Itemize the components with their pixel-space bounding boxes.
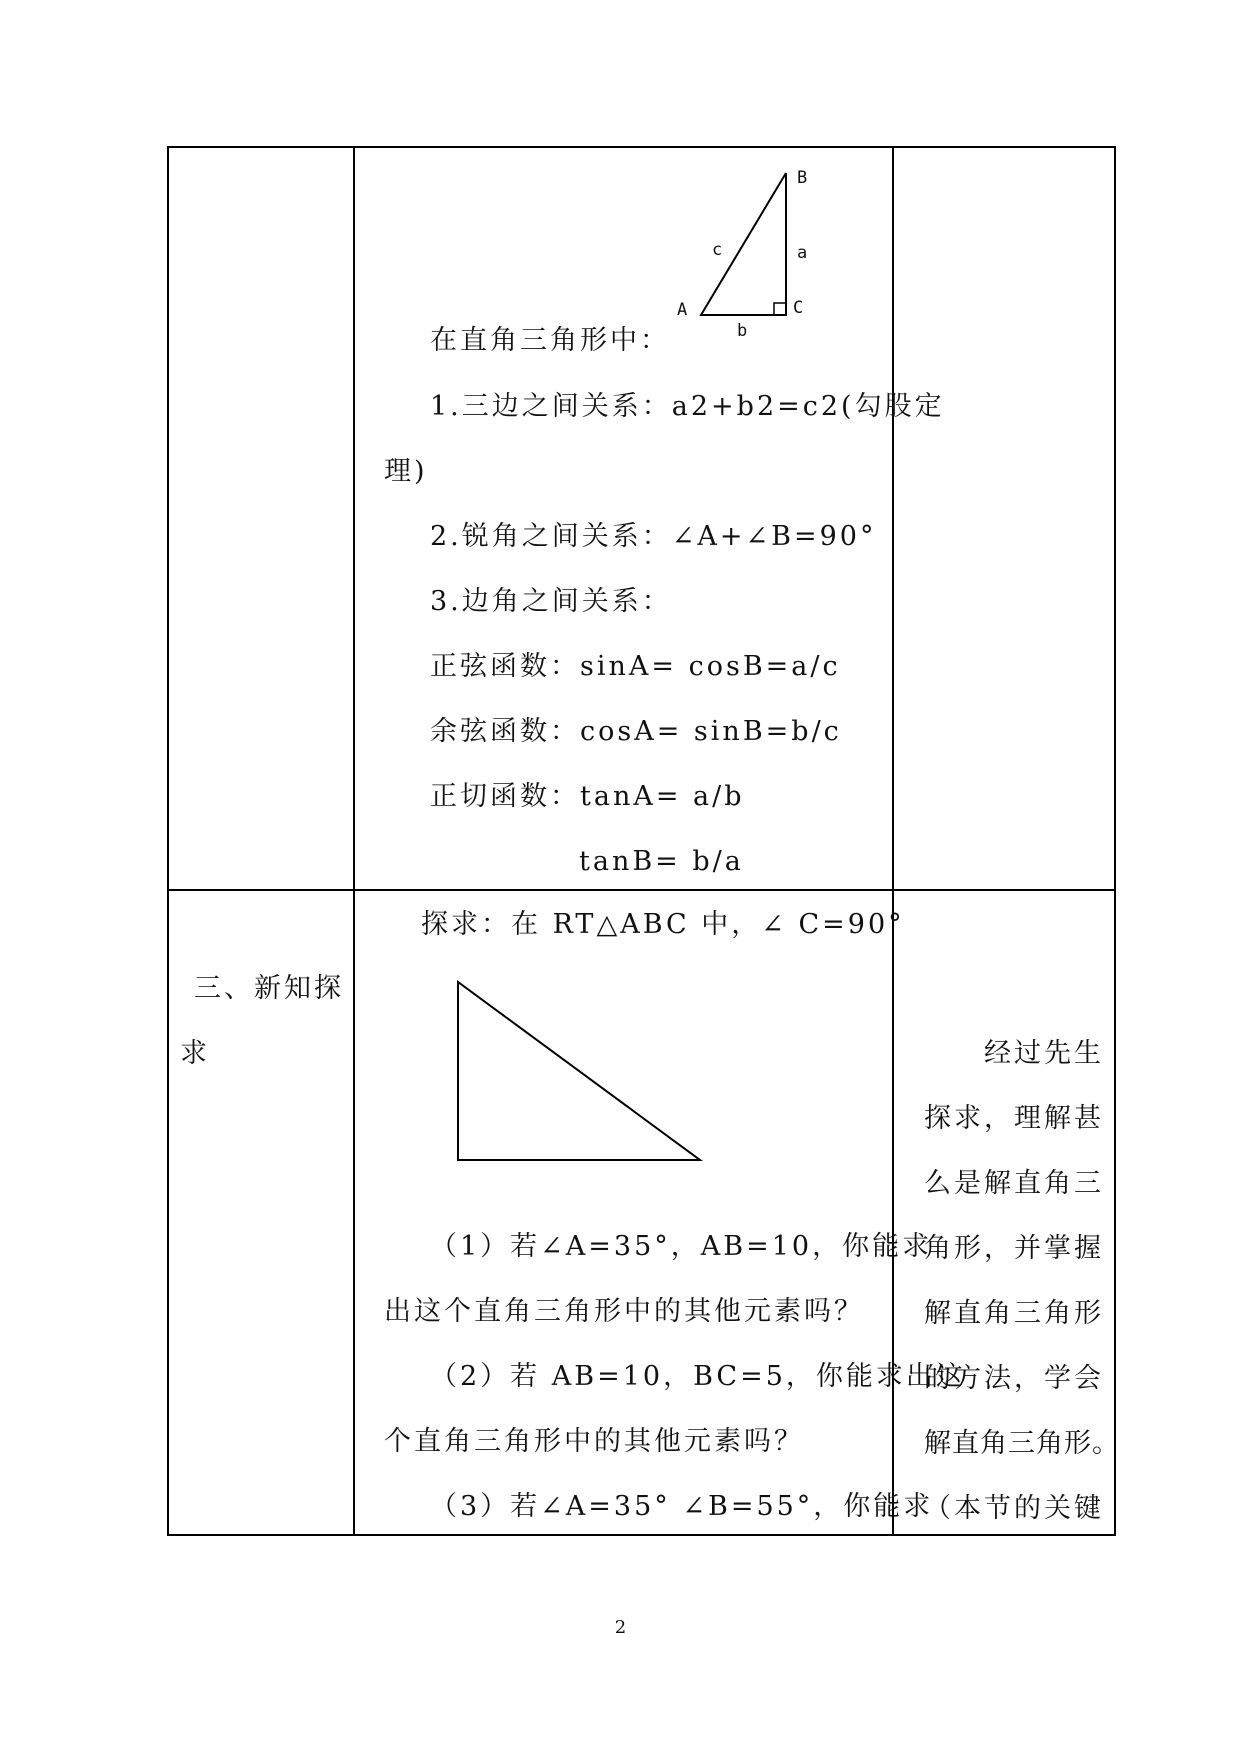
text-line: 1.三边之间关系：a2+b2=c2(勾股定 bbox=[430, 391, 945, 422]
side-label-a: a bbox=[797, 243, 808, 263]
note-line: 角形，并掌握 bbox=[924, 1233, 1104, 1264]
section-heading: 三、新知探 bbox=[194, 973, 344, 1004]
question-line: （1）若∠A=35°，AB=10，你能求 bbox=[430, 1231, 933, 1262]
vertex-label-B: B bbox=[797, 168, 808, 188]
question-line: （2）若 AB=10，BC=5，你能求出这 bbox=[430, 1361, 966, 1392]
note-line: 解直角三角形。 bbox=[924, 1428, 1120, 1459]
text-line: 余弦函数：cosA= sinB=b/c bbox=[430, 716, 842, 747]
text-line: 正切函数：tanA= a/b bbox=[430, 781, 745, 812]
triangle-outline bbox=[458, 982, 700, 1160]
note-line: 么是解直角三 bbox=[924, 1168, 1104, 1199]
text-line: 3.边角之间关系： bbox=[430, 586, 672, 617]
text-line: 2.锐角之间关系：∠A+∠B=90° bbox=[430, 521, 877, 552]
table-bottom-border bbox=[167, 1534, 1116, 1536]
question-line: 出这个直角三角形中的其他元素吗？ bbox=[384, 1296, 864, 1327]
side-label-b: b bbox=[737, 321, 748, 341]
triangle-figure bbox=[450, 978, 710, 1164]
text-line: 探求：在 RT△ABC 中，∠ C=90° bbox=[421, 909, 905, 940]
vertex-label-A: A bbox=[677, 300, 688, 320]
question-line: 个直角三角形中的其他元素吗？ bbox=[384, 1426, 804, 1457]
section-heading: 求 bbox=[180, 1038, 210, 1069]
table-col-divider-2 bbox=[892, 146, 894, 1536]
note-line: 探求，理解甚 bbox=[924, 1103, 1104, 1134]
right-angle-marker bbox=[774, 303, 786, 315]
note-line: （本节的关键 bbox=[924, 1493, 1104, 1524]
table-top-border bbox=[167, 146, 1116, 148]
table-left-border bbox=[167, 146, 169, 1536]
table-right-border bbox=[1114, 146, 1116, 1536]
table-row-divider bbox=[167, 889, 1116, 891]
text-line: 在直角三角形中： bbox=[430, 325, 670, 356]
side-label-c: c bbox=[712, 240, 723, 260]
note-line: 的方法，学会 bbox=[924, 1363, 1104, 1394]
text-line: tanB= b/a bbox=[579, 846, 744, 877]
note-line: 解直角三角形 bbox=[924, 1298, 1104, 1329]
question-line: （3）若∠A=35° ∠B=55°，你能求 bbox=[430, 1491, 934, 1522]
text-line: 理) bbox=[384, 456, 428, 487]
note-line: 经过先生 bbox=[984, 1038, 1104, 1069]
page-number: 2 bbox=[614, 1617, 627, 1638]
text-line: 正弦函数：sinA= cosB=a/c bbox=[430, 651, 841, 682]
table-col-divider-1 bbox=[353, 146, 355, 1536]
vertex-label-C: C bbox=[793, 298, 804, 318]
